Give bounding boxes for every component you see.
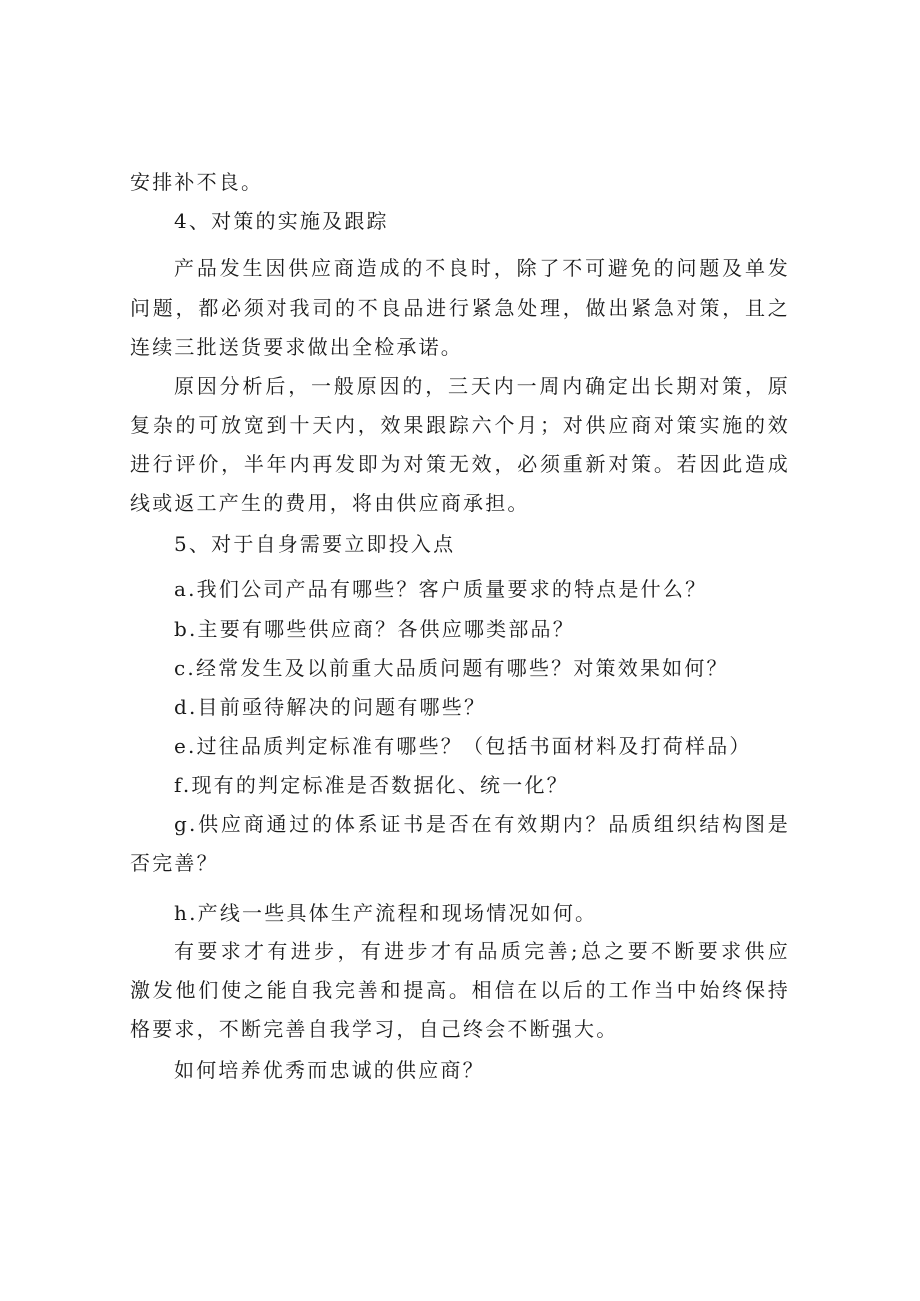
list-item-g: g.供应商通过的体系证书是否在有效期内？品质组织结构图是 <box>174 812 790 836</box>
paragraph-line: 原因分析后，一般原因的，三天内一周内确定出长期对策，原 <box>174 374 790 398</box>
paragraph-line: 有要求才有进步，有进步才有品质完善;总之要不断要求供应 <box>174 939 790 963</box>
closing-question: 如何培养优秀而忠诚的供应商？ <box>174 1058 485 1082</box>
section-heading-4: 4、对策的实施及跟踪 <box>174 209 389 233</box>
paragraph-line: 产品发生因供应商造成的不良时，除了不可避免的问题及单发 <box>174 256 790 280</box>
paragraph-line: 格要求，不断完善自我学习，自己终会不断强大。 <box>130 1017 619 1041</box>
list-item-e: e.过往品质判定标准有哪些？（包括书面材料及打荷样品） <box>174 734 752 758</box>
list-item-d: d.目前亟待解决的问题有哪些？ <box>174 695 487 719</box>
list-item-b: b.主要有哪些供应商？各供应哪类部品？ <box>174 617 575 641</box>
list-item-a: a.我们公司产品有哪些？客户质量要求的特点是什么？ <box>174 577 708 601</box>
paragraph-line: 安排补不良。 <box>130 170 264 194</box>
paragraph-line: 线或返工产生的费用，将由供应商承担。 <box>130 491 530 515</box>
paragraph-line: 问题，都必须对我司的不良品进行紧急处理，做出紧急对策，且之 <box>130 296 790 320</box>
list-item-c: c.经常发生及以前重大品质问题有哪些？对策效果如何？ <box>174 656 729 680</box>
section-heading-5: 5、对于自身需要立即投入点 <box>174 532 456 556</box>
paragraph-line: 连续三批送货要求做出全检承诺。 <box>130 335 463 359</box>
paragraph-line: 激发他们使之能自我完善和提高。相信在以后的工作当中始终保持 <box>130 978 790 1002</box>
list-item-h: h.产线一些具体生产流程和现场情况如何。 <box>174 901 598 925</box>
paragraph-line: 复杂的可放宽到十天内，效果跟踪六个月；对供应商对策实施的效 <box>130 413 790 437</box>
list-item-f: f.现有的判定标准是否数据化、统一化？ <box>174 773 569 797</box>
paragraph-line: 进行评价，半年内再发即为对策无效，必须重新对策。若因此造成 <box>130 452 790 476</box>
list-item-g-continued: 否完善？ <box>130 851 219 875</box>
